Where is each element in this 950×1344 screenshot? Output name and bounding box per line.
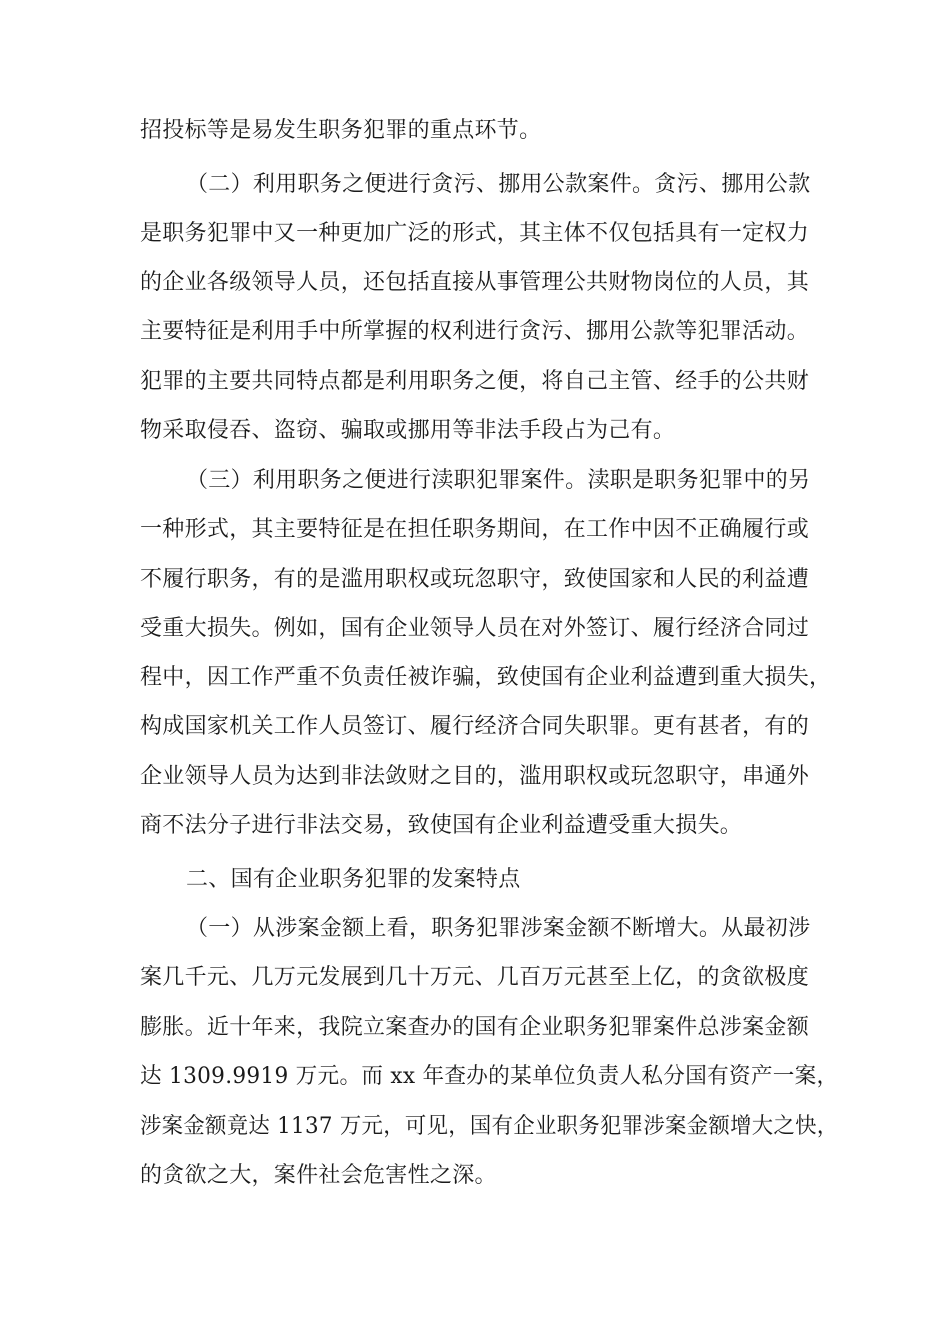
text-line: 是职务犯罪中又一种更加广泛的形式，其主体不仅包括具有一定权力: [140, 221, 810, 246]
paragraph-heading-line: （二）利用职务之便进行贪污、挪用公款案件。贪污、挪用公款: [186, 172, 811, 197]
text-line: 膨胀。近十年来，我院立案查办的国有企业职务犯罪案件总涉案金额: [140, 1015, 810, 1040]
text-line: 构成国家机关工作人员签订、履行经济合同失职罪。更有甚者，有的: [140, 714, 810, 739]
text-line: 受重大损失。例如，国有企业领导人员在对外签订、履行经济合同过: [140, 616, 810, 641]
text-line: 涉案金额竟达 1137 万元，可见，国有企业职务犯罪涉案金额增大之快，: [140, 1114, 839, 1139]
text-line: 不履行职务，有的是滥用职权或玩忽职守，致使国家和人民的利益遭: [140, 567, 810, 592]
paragraph-heading-line: （一）从涉案金额上看，职务犯罪涉案金额不断增大。从最初涉: [186, 916, 811, 941]
paragraph-heading-line: （三）利用职务之便进行渎职犯罪案件。渎职是职务犯罪中的另: [186, 468, 811, 493]
text-line: 商不法分子进行非法交易，致使国有企业利益遭受重大损失。: [140, 813, 743, 838]
text-line: 的企业各级领导人员，还包括直接从事管理公共财物岗位的人员，其: [140, 270, 810, 295]
text-line: 达 1309.9919 万元。而 xx 年查办的某单位负责人私分国有资产一案，: [140, 1064, 839, 1089]
text-line: 一种形式，其主要特征是在担任职务期间，在工作中因不正确履行或: [140, 517, 810, 542]
text-line: 犯罪的主要共同特点都是利用职务之便，将自己主管、经手的公共财: [140, 369, 810, 394]
text-line: 案几千元、几万元发展到几十万元、几百万元甚至上亿，的贪欲极度: [140, 965, 810, 990]
section-heading: 二、国有企业职务犯罪的发案特点: [186, 867, 521, 892]
text-line: 物采取侵吞、盗窃、骗取或挪用等非法手段占为己有。: [140, 418, 676, 443]
text-line: 主要特征是利用手中所掌握的权利进行贪污、挪用公款等犯罪活动。: [140, 319, 810, 344]
text-line: 企业领导人员为达到非法敛财之目的，滥用职权或玩忽职守，串通外: [140, 764, 810, 789]
text-line: 的贪欲之大，案件社会危害性之深。: [140, 1163, 497, 1188]
text-line: 招投标等是易发生职务犯罪的重点环节。: [140, 118, 542, 143]
text-line: 程中，因工作严重不负责任被诈骗，致使国有企业利益遭到重大损失，: [140, 665, 832, 690]
